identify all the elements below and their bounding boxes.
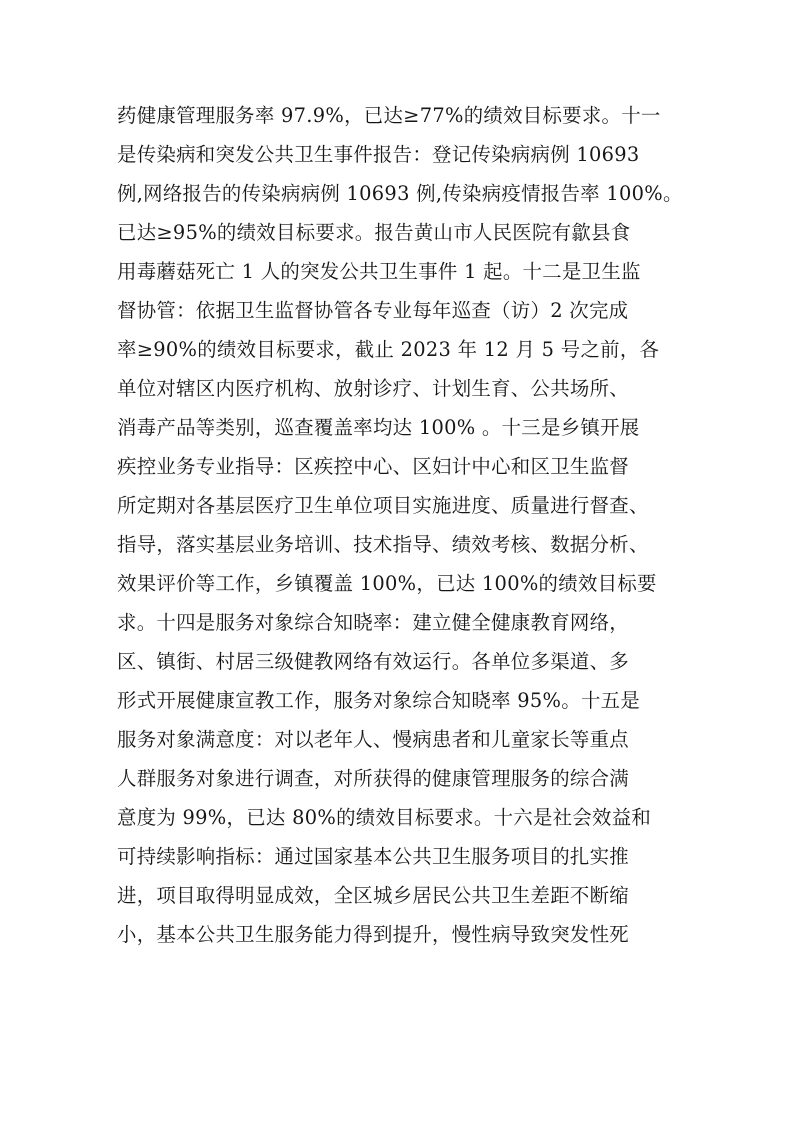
text-line: 人群服务对象进行调查，对所获得的健康管理服务的综合满 — [117, 767, 629, 790]
text-line: 进，项目取得明显成效，全区城乡居民公共卫生差距不断缩 — [117, 884, 629, 907]
text-line: 是传染病和突发公共卫生事件报告：登记传染病病例 10693 — [117, 143, 640, 166]
text-line: 形式开展健康宣教工作，服务对象综合知晓率 95%。十五是 — [117, 689, 641, 712]
text-line: 药健康管理服务率 97.9%，已达≥77%的绩效目标要求。十一 — [117, 104, 661, 127]
text-line: 消毒产品等类别，巡查覆盖率均达 100% 。十三是乡镇开展 — [117, 416, 640, 439]
text-line: 区、镇街、村居三级健教网络有效运行。各单位多渠道、多 — [117, 650, 629, 673]
text-line: 求。十四是服务对象综合知晓率：建立健全健康教育网络， — [117, 611, 629, 634]
text-line: 指导，落实基层业务培训、技术指导、绩效考核、数据分析、 — [117, 533, 649, 556]
text-line: 例,网络报告的传染病病例 10693 例,传染病疫情报告率 100%。 — [117, 182, 683, 205]
text-line: 率≥90%的绩效目标要求，截止 2023 年 12 月 5 号之前，各 — [117, 338, 660, 361]
text-line: 效果评价等工作，乡镇覆盖 100%，已达 100%的绩效目标要 — [117, 572, 657, 595]
text-line: 服务对象满意度：对以老年人、慢病患者和儿童家长等重点 — [117, 728, 629, 751]
text-line: 小，基本公共卫生服务能力得到提升，慢性病导致突发性死 — [117, 923, 629, 946]
text-line: 可持续影响指标：通过国家基本公共卫生服务项目的扎实推 — [117, 845, 629, 868]
text-line: 所定期对各基层医疗卫生单位项目实施进度、质量进行督查、 — [117, 494, 649, 517]
text-line: 意度为 99%，已达 80%的绩效目标要求。十六是社会效益和 — [117, 806, 652, 829]
text-line: 用毒蘑菇死亡 1 人的突发公共卫生事件 1 起。十二是卫生监 — [117, 260, 641, 283]
text-line: 单位对辖区内医疗机构、放射诊疗、计划生育、公共场所、 — [117, 377, 629, 400]
text-line: 疾控业务专业指导：区疾控中心、区妇计中心和区卫生监督 — [117, 455, 629, 478]
text-line: 督协管：依据卫生监督协管各专业每年巡查（访）2 次完成 — [117, 299, 629, 322]
text-line: 已达≥95%的绩效目标要求。报告黄山市人民医院有歙县食 — [117, 221, 631, 244]
